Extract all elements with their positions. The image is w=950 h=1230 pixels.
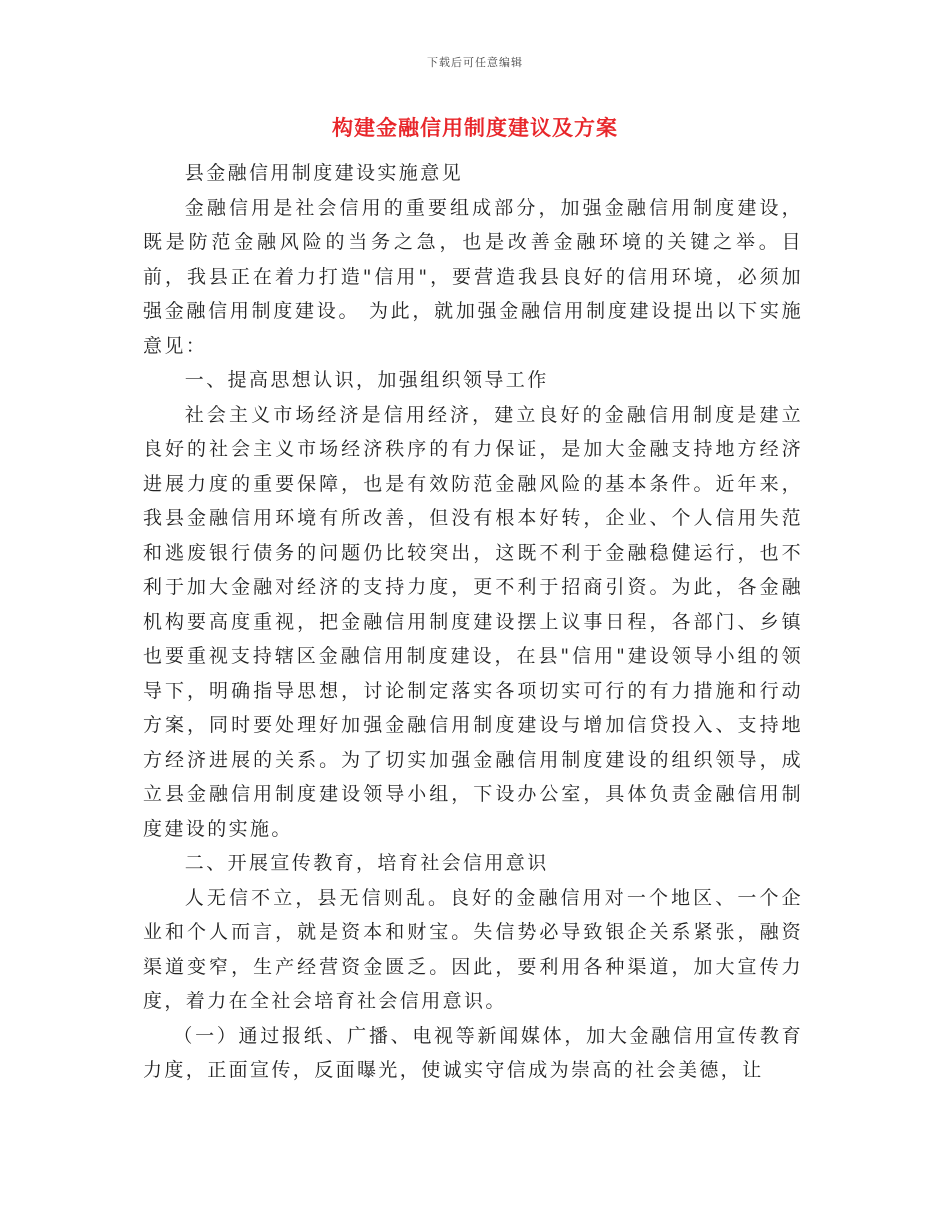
paragraph-subtitle: 县金融信用制度建设实施意见 [184, 162, 463, 184]
paragraph-section-1: 社会主义市场经济是信用经济，建立良好的金融信用制度是建立良好的社会主义市场经济秩序的有力保证，是加大金融支持地方经济进展力度的重要保障，也是有效防范金融风险的基本条件。近年来，我县金融信用环境有所改善，但没有根本好转，企业、个人信用失范和逃废银行债务的问题仍比较突出，这既不利于金融稳健运行，也不利于加大金融对经济的支持力度，更不利于招商引资。为此，各金融机构要高度重视，把金融信用制度建设摆上议事日程，各部门、乡镇也要重视支持辖区金融信用制度建设，在县"信用"建设领导小组的领导下，明确指导思想，讨论制定落实各项切实可行的有力措施和行动方案，同时要处理好加强金融信用制度建设与增加信贷投入、支持地方经济进展的关系。为了切实加强金融信用制度建设的组织领导，成立县金融信用制度建设领导小组，下设办公室，具体负责金融信用制度建设的实施。 [143, 403, 803, 840]
paragraph-section-2: 人无信不立，县无信则乱。良好的金融信用对一个地区、一个企业和个人而言，就是资本和财宝。失信势必导致银企关系紧张，融资渠道变窄，生产经营资金匮乏。因此，要利用各种渠道，加大宣传力度，着力在全社会培育社会信用意识。 [143, 886, 803, 1012]
header-note: 下载后可任意编辑 [427, 56, 523, 69]
section-heading-2: 二、开展宣传教育，培育社会信用意识 [184, 852, 549, 874]
paragraph-intro: 金融信用是社会信用的重要组成部分，加强金融信用制度建设，既是防范金融风险的当务之急，也是改善金融环境的关键之举。目前，我县正在着力打造"信用"，要营造我县良好的信用环境，必须加强金融信用制度建设。 为此，就加强金融信用制度建设提出以下实施意见： [143, 196, 803, 357]
document-body [143, 156, 803, 1088]
section-heading-1: 一、提高思想认识，加强组织领导工作 [184, 369, 549, 391]
document-title: 构建金融信用制度建议及方案 [332, 115, 618, 140]
paragraph-sub-item-1: （一）通过报纸、广播、电视等新闻媒体，加大金融信用宣传教育力度，正面宣传，反面曝光，使诚实守信成为崇高的社会美德，让 [143, 1024, 803, 1081]
